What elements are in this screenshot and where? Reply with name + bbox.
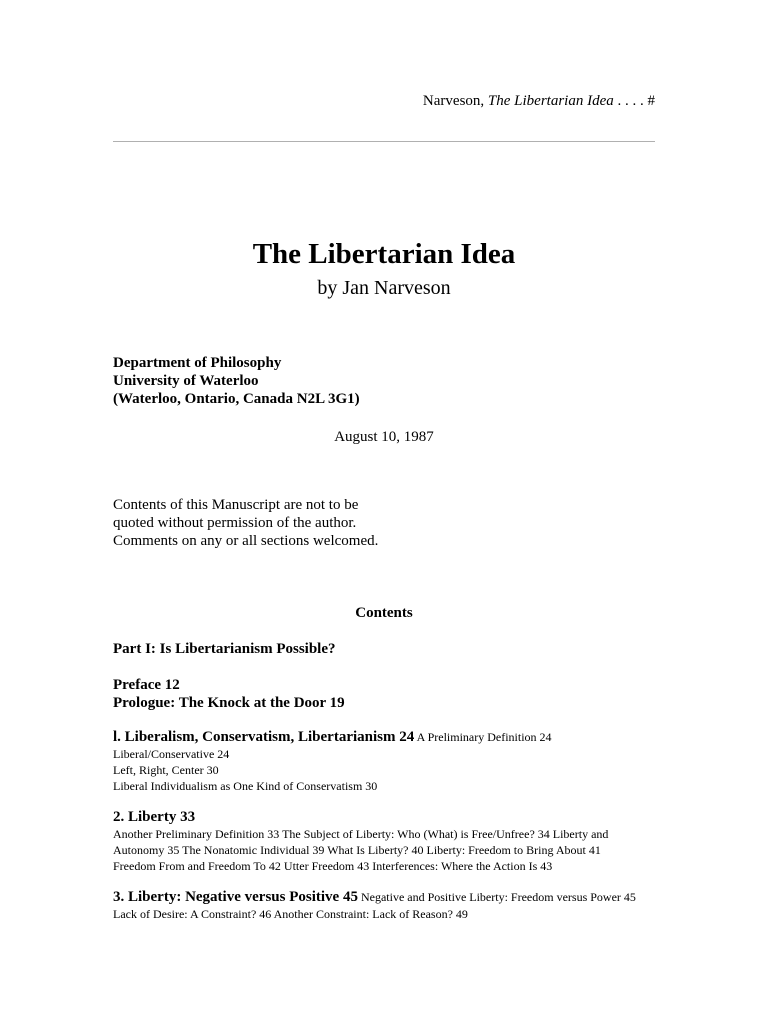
running-head-suffix: . . . . # [617,93,655,109]
notice-line: Contents of this Manuscript are not to be [113,497,359,513]
chapter-title: 3. Liberty: Negative versus Positive 45 [113,889,358,905]
chapter-section-line: Liberal Individualism as One Kind of Conservatism 30 [113,779,378,793]
part-heading: Part I: Is Libertarianism Possible? [113,641,336,657]
chapter-first-line [113,808,658,826]
chapter-title: 2. Liberty 33 [113,809,196,825]
manuscript-notice [113,496,378,550]
affiliation-department: Department of Philosophy [113,355,282,371]
chapter-section-line: Liberal/Conservative 24 [113,747,230,761]
byline: by Jan Narveson [317,277,451,299]
document-title: The Libertarian Idea [252,238,516,270]
contents-heading: Contents [355,605,413,621]
toc-chapter-1 [113,728,658,794]
chapter-section-line: Another Preliminary Definition 33 The Subject of Liberty: Who (What) is Free/Unfree? 34 Liberty and [113,827,609,841]
running-head-author: Narveson, [422,93,485,109]
running-head-title: The Libertarian Idea [487,93,614,109]
chapter-section: A Preliminary Definition 24 [416,730,552,744]
notice-line: quoted without permission of the author. [113,515,357,531]
document-date: August 10, 1987 [334,429,434,445]
chapter-section-line: Lack of Desire: A Constraint? 46 Another Constraint: Lack of Reason? 49 [113,907,468,921]
chapter-title: l. Liberalism, Conservatism, Libertarianism 24 [113,729,415,745]
affiliation-block [113,354,360,408]
header-rule [113,141,655,142]
toc-chapter-2 [113,808,658,874]
chapter-section-line: Autonomy 35 The Nonatomic Individual 39 What Is Liberty? 40 Liberty: Freedom to Bring About 41 [113,843,601,857]
chapter-section-line: Left, Right, Center 30 [113,763,219,777]
front-matter [113,676,345,712]
chapter-section-line: Freedom From and Freedom To 42 Utter Freedom 43 Interferences: Where the Action Is 43 [113,859,553,873]
toc-entry-preface: Preface 12 [113,677,180,693]
chapter-first-line [113,728,658,746]
affiliation-address: (Waterloo, Ontario, Canada N2L 3G1) [113,391,360,407]
running-head [423,92,655,110]
chapter-first-line [113,888,658,906]
chapter-section: Negative and Positive Liberty: Freedom versus Power 45 [360,890,636,904]
toc-chapter-3 [113,888,658,922]
notice-line: Comments on any or all sections welcomed. [113,533,379,549]
toc-entry-prologue: Prologue: The Knock at the Door 19 [113,695,345,711]
affiliation-university: University of Waterloo [113,373,259,389]
